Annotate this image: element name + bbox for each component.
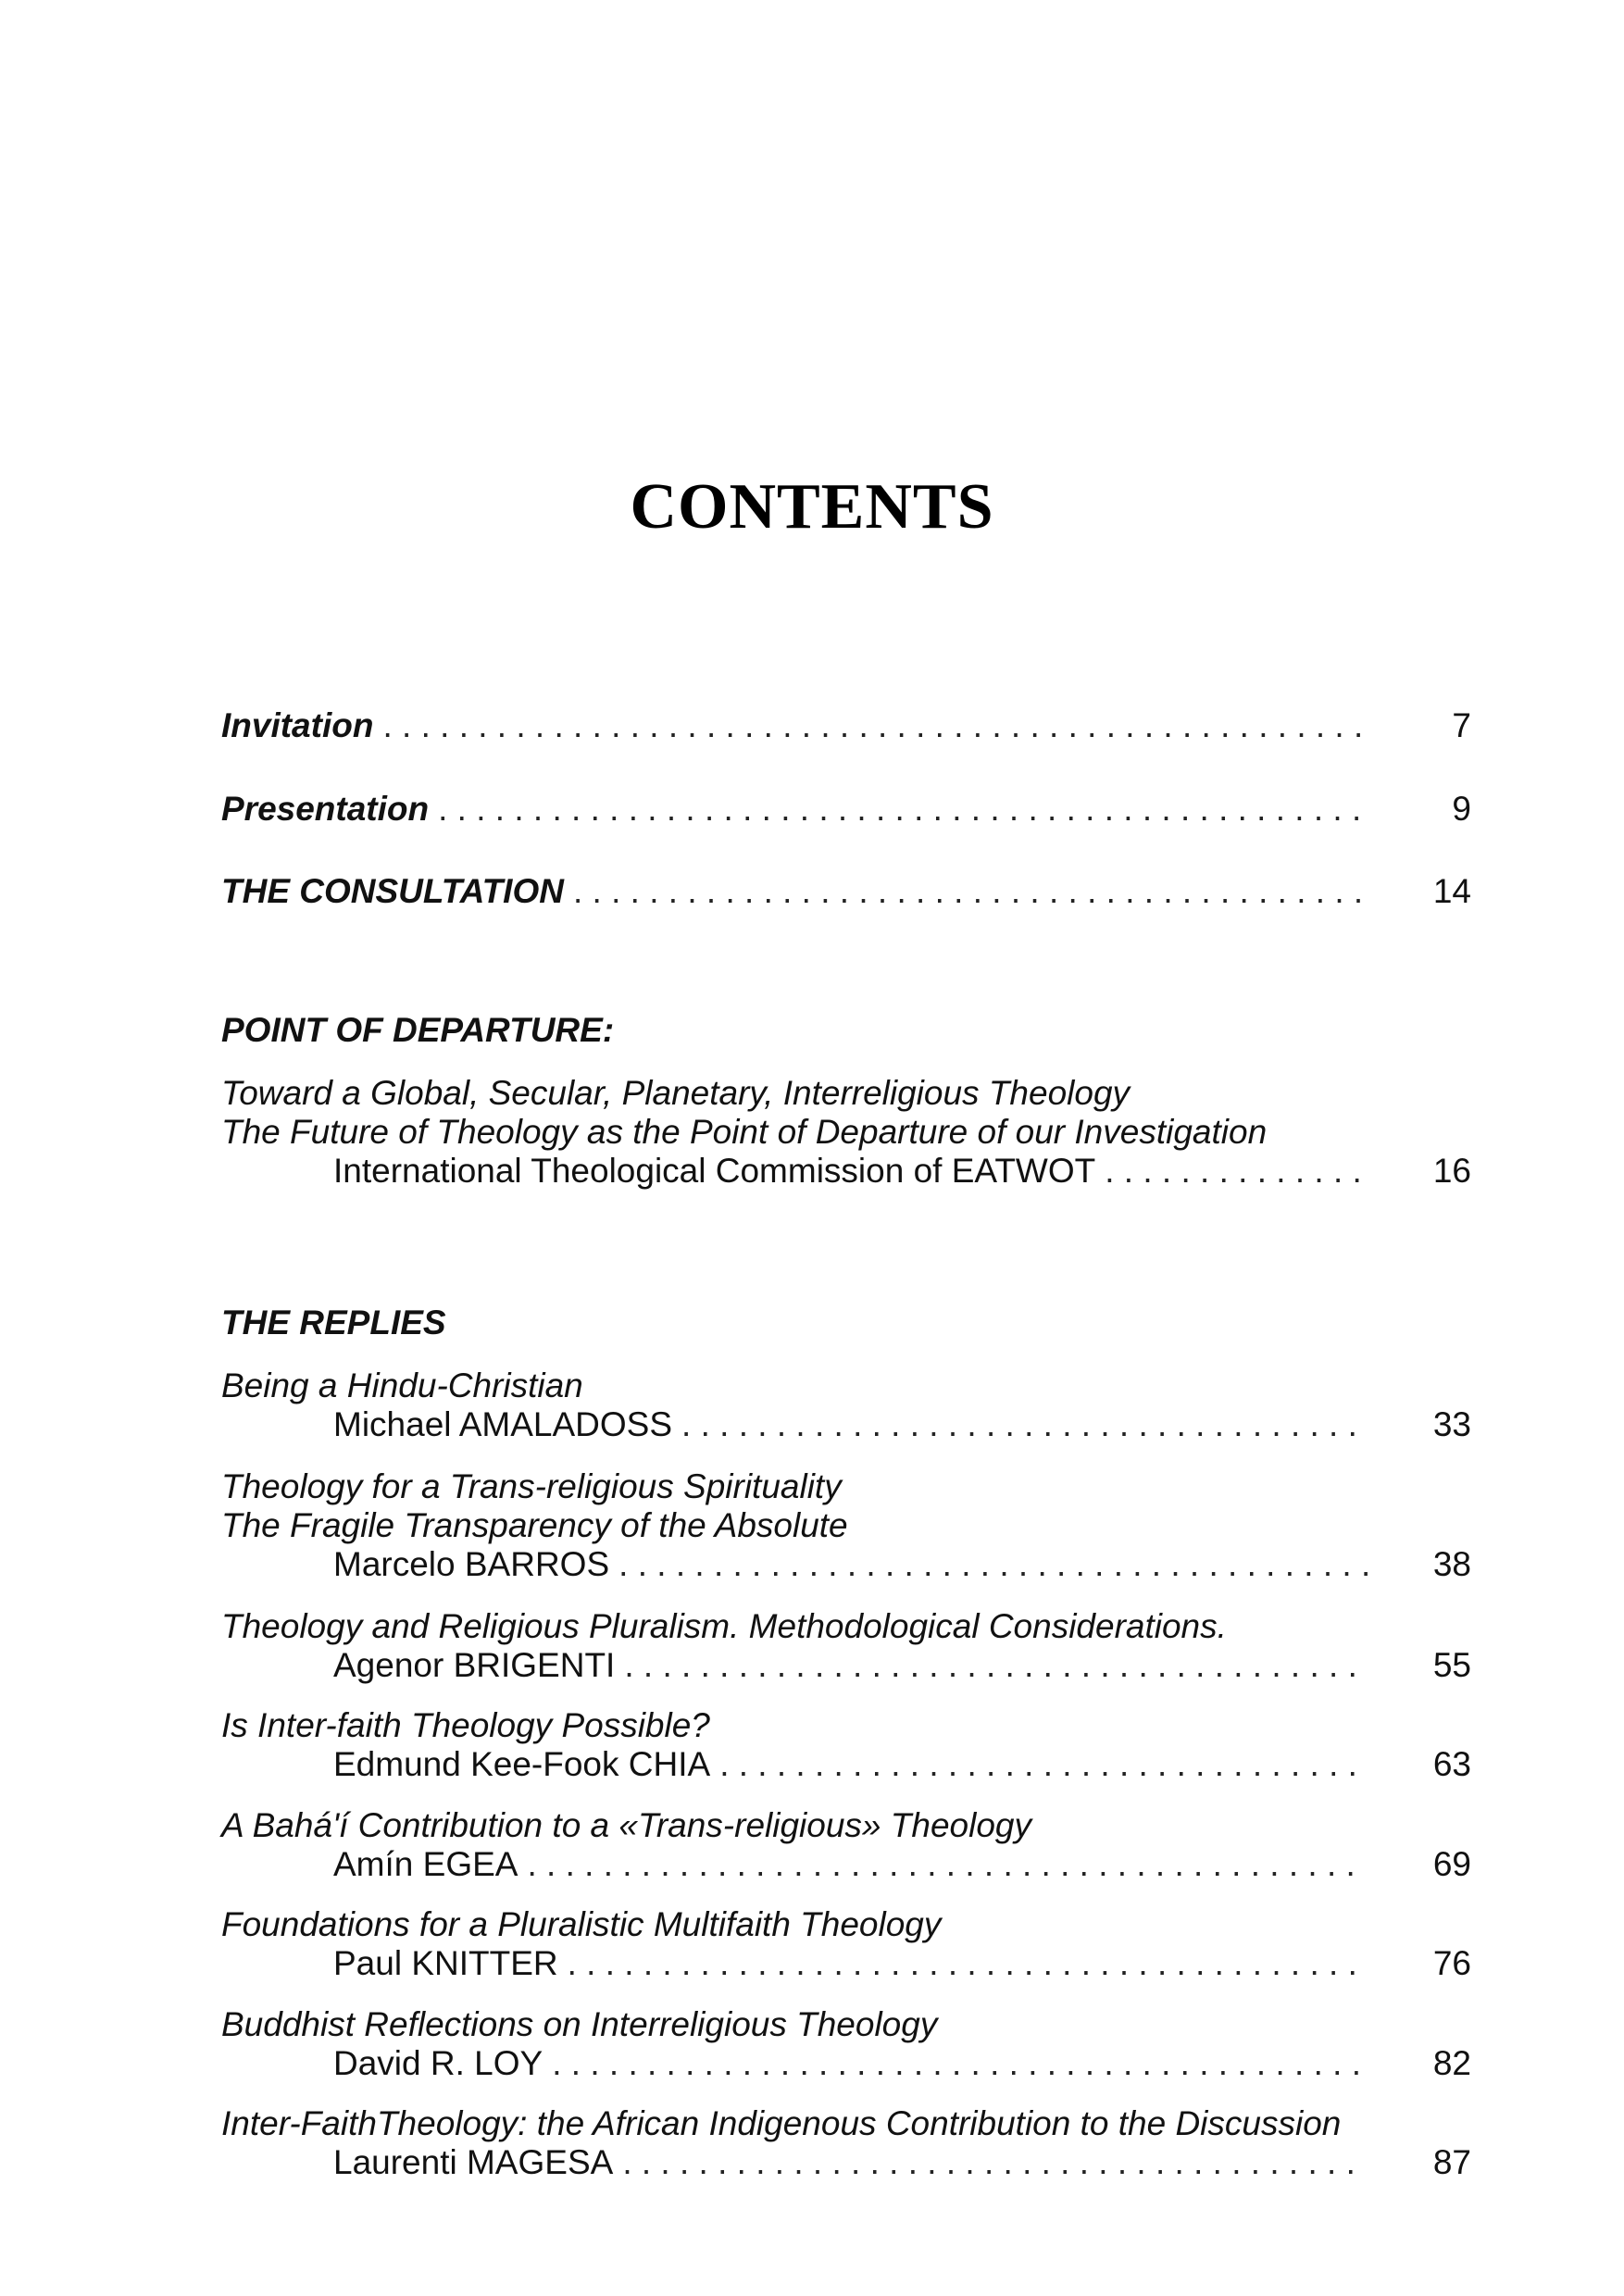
dot-leader xyxy=(382,704,1368,748)
toc-entry-invitation[interactable] xyxy=(221,704,1471,748)
toc-entry-author: Laurenti MAGESA xyxy=(333,2143,614,2181)
toc-entry-chia[interactable] xyxy=(221,1742,1471,1787)
toc-entry-title: Theology for a Trans-religious Spirituality xyxy=(221,1467,842,1505)
dot-leader xyxy=(681,1403,1368,1447)
toc-entry-title: Inter-FaithTheology: the African Indigenous Contribution to the Discussion xyxy=(221,2104,1342,2142)
toc-entry-author: David R. LOY xyxy=(333,2044,543,2082)
dot-leader xyxy=(527,1842,1368,1887)
dot-leader xyxy=(438,787,1368,831)
dot-leader xyxy=(573,869,1368,914)
dot-leader xyxy=(719,1742,1368,1787)
toc-entry-barros[interactable] xyxy=(221,1542,1471,1587)
toc-entry-subtitle: The Fragile Transparency of the Absolute xyxy=(221,1506,848,1544)
dot-leader xyxy=(624,1643,1368,1688)
toc-entry-author: Marcelo BARROS xyxy=(333,1545,610,1583)
dot-leader xyxy=(1105,1149,1368,1193)
toc-entry-loy[interactable] xyxy=(221,2041,1471,2086)
toc-page-number: 63 xyxy=(1432,1745,1471,1783)
toc-entry-label: THE CONSULTATION xyxy=(221,872,564,910)
toc-entry-amaladoss[interactable] xyxy=(221,1403,1471,1447)
toc-entry-point-of-departure[interactable] xyxy=(221,1149,1471,1193)
toc-page-number: 14 xyxy=(1432,872,1471,910)
toc-entry-magesa[interactable] xyxy=(221,2140,1471,2185)
section-heading-replies: THE REPLIES xyxy=(221,1304,446,1341)
toc-entry-title: Is Inter-faith Theology Possible? xyxy=(221,1706,710,1744)
toc-page-number: 87 xyxy=(1432,2143,1471,2181)
toc-entry-title: Buddhist Reflections on Interreligious Theology xyxy=(221,2005,938,2043)
toc-page-number: 16 xyxy=(1432,1152,1471,1190)
toc-page-number: 7 xyxy=(1452,706,1471,744)
toc-entry-egea[interactable] xyxy=(221,1842,1471,1887)
toc-entry-title: Theology and Religious Pluralism. Methodological Considerations. xyxy=(221,1607,1227,1645)
toc-entry-label: Presentation xyxy=(221,790,430,828)
toc-page-number: 55 xyxy=(1432,1646,1471,1684)
page-title: CONTENTS xyxy=(630,471,994,543)
toc-entry-title: Foundations for a Pluralistic Multifaith Theology xyxy=(221,1905,942,1943)
section-heading-point-of-departure: POINT OF DEPARTURE: xyxy=(221,1011,615,1049)
toc-entry-presentation[interactable] xyxy=(221,787,1471,831)
toc-entry-knitter[interactable] xyxy=(221,1941,1471,1986)
toc-page-number: 33 xyxy=(1432,1405,1471,1443)
toc-entry-subtitle: The Future of Theology as the Point of Departure of our Investigation xyxy=(221,1113,1268,1151)
toc-entry-author: Amín EGEA xyxy=(333,1845,518,1883)
dot-leader xyxy=(618,1542,1368,1587)
toc-page-number: 82 xyxy=(1432,2044,1471,2082)
toc-entry-brigenti[interactable] xyxy=(221,1643,1471,1688)
toc-entry-author: Edmund Kee-Fook CHIA xyxy=(333,1745,711,1783)
toc-entry-title: Being a Hindu-Christian xyxy=(221,1366,583,1404)
toc-page-number: 69 xyxy=(1432,1845,1471,1883)
toc-entry-author: Michael AMALADOSS xyxy=(333,1405,673,1443)
toc-page-number: 9 xyxy=(1452,790,1471,828)
toc-entry-author: Paul KNITTER xyxy=(333,1944,558,1982)
toc-entry-title: A Bahá'í Contribution to a «Trans-religious» Theology xyxy=(221,1806,1031,1844)
toc-page-number: 38 xyxy=(1432,1545,1471,1583)
dot-leader xyxy=(622,2140,1368,2185)
toc-entry-author: International Theological Commission of EATWOT xyxy=(333,1152,1096,1190)
toc-page-number: 76 xyxy=(1432,1944,1471,1982)
toc-entry-author: Agenor BRIGENTI xyxy=(333,1646,616,1684)
toc-entry-label: Invitation xyxy=(221,706,374,744)
toc-entry-consultation[interactable] xyxy=(221,869,1471,914)
dot-leader xyxy=(568,1941,1368,1986)
dot-leader xyxy=(552,2041,1368,2086)
toc-entry-title: Toward a Global, Secular, Planetary, Interreligious Theology xyxy=(221,1074,1131,1112)
